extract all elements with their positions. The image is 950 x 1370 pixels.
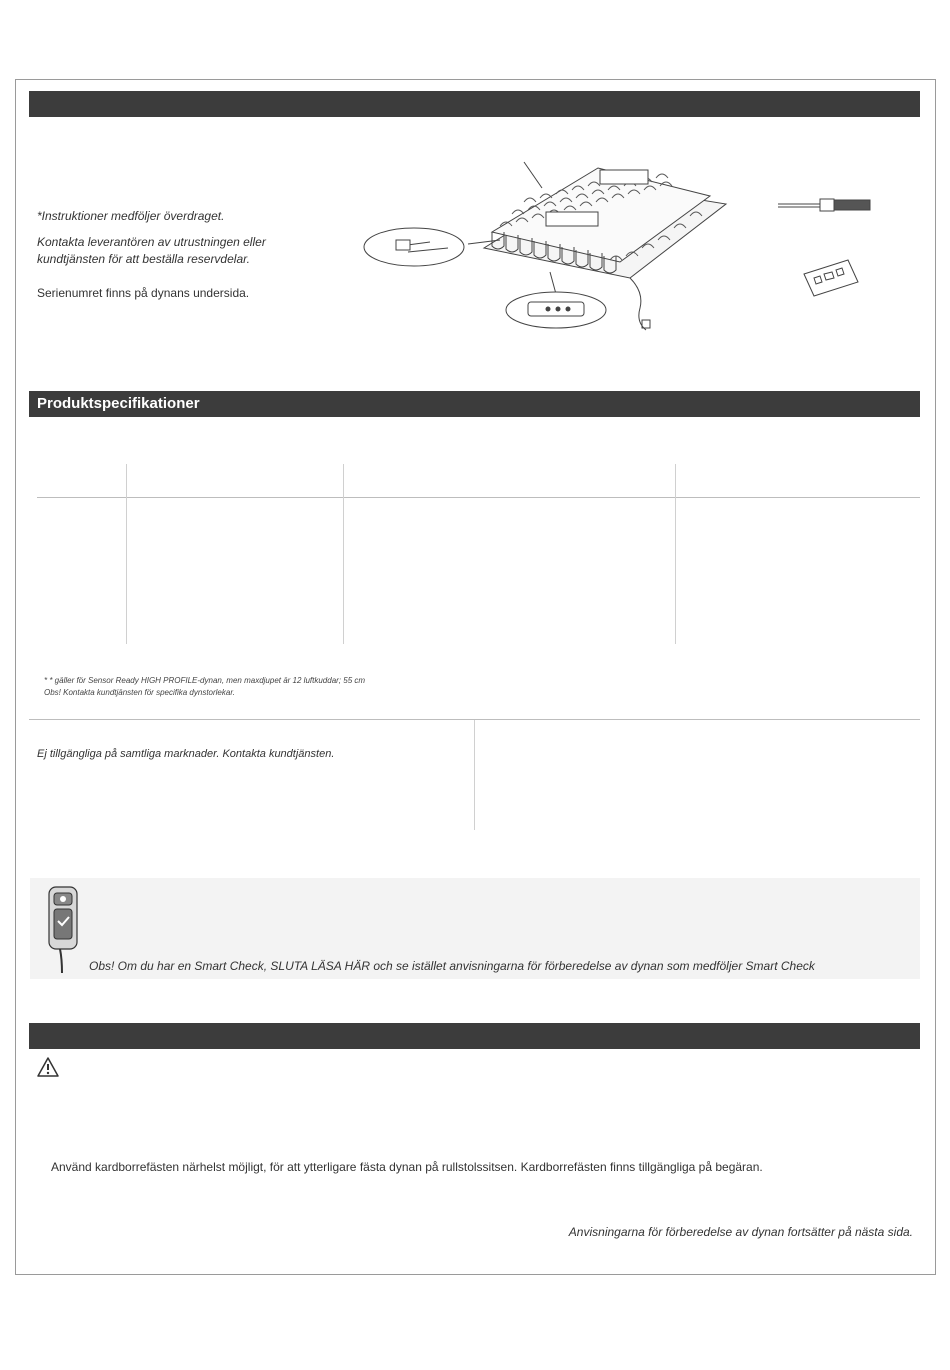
velcro-instructions: Använd kardborrefästen närhelst möjligt, för att ytterligare fästa dynan på rullstolssitsen. Kardborrefästen finns tillgängliga på begäran. (51, 1160, 763, 1174)
availability-divider (474, 720, 475, 830)
repair-kit-illustration (800, 256, 862, 298)
spec-table-divider (343, 464, 344, 644)
spec-table-divider (675, 464, 676, 644)
warning-icon (36, 1056, 60, 1078)
smart-check-device-icon (46, 885, 80, 975)
contents-section-bar (29, 91, 920, 117)
spec-footnote-sizes: Obs! Kontakta kundtjänsten för specifika dynstorlekar. (44, 688, 235, 697)
spec-footnote-depth: * * gäller för Sensor Ready HIGH PROFILE-dynan, men maxdjupet är 12 luftkuddar; 55 cm (44, 676, 366, 685)
cushion-illustration (360, 160, 730, 335)
continued-next-page: Anvisningarna för förberedelse av dynan fortsätter på nästa sida. (568, 1225, 913, 1239)
specs-section-title: Produktspecifikationer (37, 395, 200, 412)
spec-table-divider (126, 464, 127, 644)
note-cover-instructions: *Instruktioner medföljer överdraget. (37, 209, 225, 223)
preparation-section-bar (29, 1023, 920, 1049)
specs-section-bar (29, 391, 920, 417)
hand-pump-illustration (776, 193, 876, 217)
smart-check-notice-text: Obs! Om du har en Smart Check, SLUTA LÄSA HÄR och se istället anvisningarna för förberedelse av dynan som medföljer Smart Check (89, 959, 815, 973)
availability-note: Ej tillgängliga på samtliga marknader. Kontakta kundtjänsten. (37, 748, 335, 760)
note-order-parts: Kontakta leverantören av utrustningen eller kundtjänsten för att beställa reservdelar. (37, 235, 266, 266)
spec-table-header-rule (37, 497, 920, 498)
note-serial-number: Serienumret finns på dynans undersida. (37, 286, 250, 300)
